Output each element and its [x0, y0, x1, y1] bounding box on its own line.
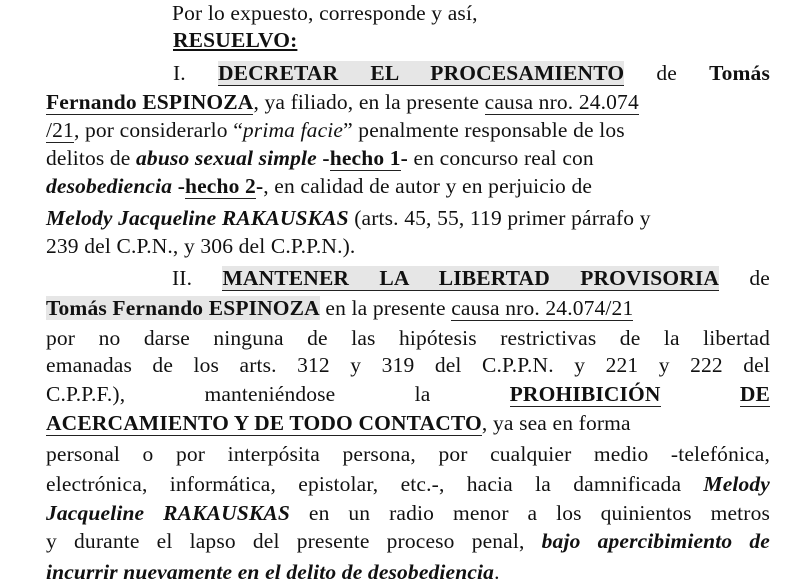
point1-text-4: delitos de	[46, 146, 131, 170]
point2-text-10: .	[494, 560, 500, 579]
point1-line-4	[46, 145, 770, 172]
point1-line-3	[46, 117, 770, 144]
point2-warning-b: incurrir nuevamente en el delito de desobediencia	[46, 560, 495, 579]
point1-dash-1: -	[322, 146, 330, 170]
point2-line-2	[46, 295, 770, 322]
point1-line-1	[173, 60, 770, 87]
point1-prima-facie: prima facie	[242, 118, 344, 142]
point2-text-4b: manteniéndose	[204, 382, 336, 406]
point1-text-8: 239 del C.P.N., y 306 del C.P.P.N.).	[46, 234, 356, 258]
point1-text-2: , por considerarlo “	[73, 118, 243, 142]
resuelvo-heading	[173, 27, 297, 54]
point1-hecho-1: hecho 1	[329, 146, 401, 170]
point2-line-9	[46, 500, 770, 527]
point2-text-3: emanadas de los arts. 312 y 319 del C.P.P.N. y 221 y 222 del	[46, 353, 770, 377]
point2-text-8: en un radio menor a los quinientos metros	[308, 501, 770, 525]
point1-text-3: ” penalmente responsable de los	[343, 118, 625, 142]
point2-text-5: , ya sea en forma	[481, 411, 631, 435]
point2-victim-b: Jacqueline RAKAUSKAS	[46, 501, 290, 525]
point1-line-5	[46, 173, 770, 200]
point1-dash-2b: -	[255, 174, 264, 198]
point1-name-part-a: Tomás	[709, 61, 770, 85]
point1-de: de	[656, 61, 677, 85]
point1-text-1: , ya filiado, en la presente	[253, 90, 480, 114]
point1-name-part-b: Fernando ESPINOZA	[46, 90, 254, 114]
point2-line-6	[46, 410, 770, 437]
point2-text-6: personal o por interpósita persona, por cualquier medio -telefónica,	[46, 442, 770, 466]
point1-dash-2: -	[177, 174, 185, 198]
point2-line-10	[46, 528, 770, 555]
point1-delito-2: desobediencia	[46, 174, 173, 198]
point1-hecho-2: hecho 2	[185, 174, 256, 198]
point2-line-7	[46, 441, 770, 468]
resuelvo-text: RESUELVO:	[173, 28, 298, 52]
point2-causa: causa nro. 24.074/21	[451, 296, 634, 320]
point2-line-8	[46, 471, 770, 498]
point2-line-5	[46, 381, 770, 408]
point1-number: I.	[173, 61, 186, 85]
point1-victim: Melody Jacqueline RAKAUSKAS	[46, 206, 349, 230]
point2-text-4c: la	[414, 382, 431, 406]
point2-de: de	[749, 266, 770, 290]
point1-causa-b: /21	[46, 118, 74, 142]
point2-prohibicion-de: DE	[739, 382, 770, 406]
point2-line-11	[46, 559, 770, 579]
point2-victim-a: Melody	[703, 472, 770, 496]
point2-title: MANTENER LA LIBERTAD PROVISORIA	[222, 266, 720, 290]
point2-warning-a: bajo apercibimiento de	[541, 529, 770, 553]
point2-text-7: electrónica, informática, epistolar, etc.-, hacia la damnificada	[46, 472, 682, 496]
point2-name: Tomás Fernando ESPINOZA	[46, 296, 320, 320]
point2-text-1: en la presente	[325, 296, 446, 320]
point1-line-2	[46, 89, 770, 116]
intro-line	[172, 0, 478, 27]
point2-number: II.	[172, 266, 193, 290]
point2-line-4	[46, 352, 770, 379]
intro-text: Por lo expuesto, corresponde y así,	[172, 1, 478, 25]
point2-acercamiento: ACERCAMIENTO Y DE TODO CONTACTO	[46, 411, 482, 435]
point1-text-7: (arts. 45, 55, 119 primer párrafo y	[354, 206, 651, 230]
point1-line-7	[46, 233, 770, 260]
point1-text-6: , en calidad de autor y en perjuicio de	[263, 174, 593, 198]
point1-title: DECRETAR EL PROCESAMIENTO	[217, 61, 625, 85]
point1-text-5: en concurso real con	[413, 146, 594, 170]
point2-text-4a: C.P.P.F.),	[46, 382, 126, 406]
point2-text-9: y durante el lapso del presente proceso penal,	[46, 529, 525, 553]
point2-text-2: por no darse ninguna de las hipótesis restrictivas de la libertad	[46, 326, 770, 350]
point2-prohibicion: PROHIBICIÓN	[509, 382, 661, 406]
point1-causa-a: causa nro. 24.074	[484, 90, 639, 114]
point1-dash-1b: -	[400, 146, 408, 170]
point2-line-3	[46, 325, 770, 352]
point1-line-6	[46, 205, 770, 232]
point2-line-1	[172, 265, 770, 292]
point1-delito-1: abuso sexual simple	[136, 146, 317, 170]
